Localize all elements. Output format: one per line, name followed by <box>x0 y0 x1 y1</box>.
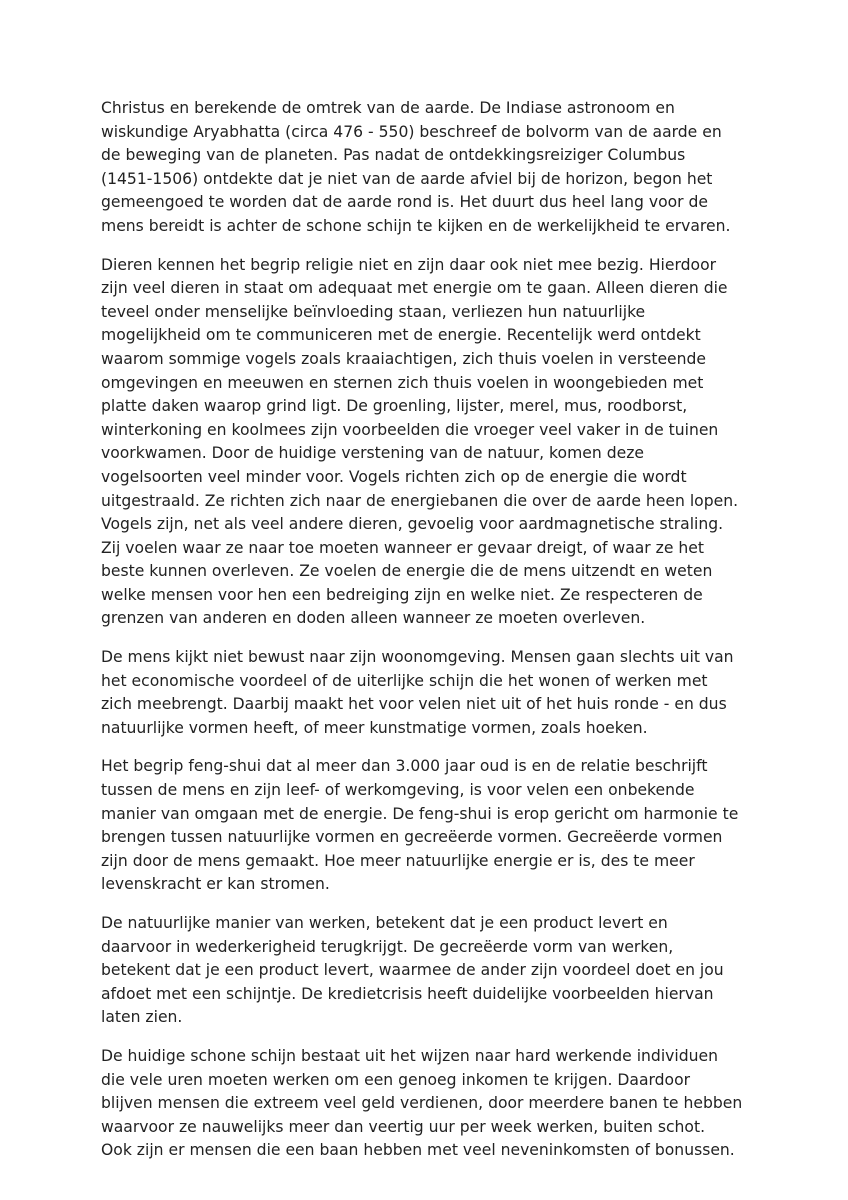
paragraph-woonomgeving: De mens kijkt niet bewust naar zijn woonomgeving. Mensen gaan slechts uit van het economische voordeel of de uiterlijke schijn die het wonen of werken met zich meebrengt. Daarbij maakt het voor velen niet uit of het huis ronde - en dus natuurlijke vormen heeft, of meer kunstmatige vormen, zoals hoeken. <box>101 648 734 737</box>
paragraph-aarde-rond: Christus en berekende de omtrek van de aarde. De Indiase astronoom en wiskundige Aryabhatta (circa 476 - 550) beschreef de bolvorm van de aarde en de beweging van de planeten. Pas nadat de ontdekkingsreiziger Columbus (1451-1506) ontdekte dat je niet van de aarde afviel bij de horizon, begon het gemeengoed te worden dat de aarde rond is. Het duurt dus heel lang voor de mens bereidt is achter de schone schijn te kijken en de werkelijkheid te ervaren. <box>101 99 731 235</box>
paragraph-manier-van-werken: De natuurlijke manier van werken, betekent dat je een product levert en daarvoor in wederkerigheid terugkrijgt. De gecreëerde vorm van werken, betekent dat je een product levert, waarmee de ander zijn voordeel doet en jou afdoet met een schijntje. De kredietcrisis heeft duidelijke voorbeelden hiervan laten zien. <box>101 914 724 1027</box>
paragraph-feng-shui: Het begrip feng-shui dat al meer dan 3.000 jaar oud is en de relatie beschrijft tussen de mens en zijn leef- of werkomgeving, is voor velen een onbekende manier van omgaan met de energie. De feng-shui is erop gericht om harmonie te brengen tussen natuurlijke vormen en gecreëerde vormen. Gecreëerde vormen zijn door de mens gemaakt. Hoe meer natuurlijke energie er is, des te meer levenskracht er kan stromen. <box>101 757 739 894</box>
document-page <box>101 97 751 1163</box>
paragraph-dieren-energie: Dieren kennen het begrip religie niet en zijn daar ook niet mee bezig. Hierdoor zijn veel dieren in staat om adequaat met energie om te gaan. Alleen dieren die teveel onder menselijke beïnvloeding staan, verliezen hun natuurlijke mogelijkheid om te communiceren met de energie. Recentelijk werd ontdekt waarom sommige vogels zoals kraaiachtigen, zich thuis voelen in versteende omgevingen en meeuwen en sternen zich thuis voelen in woongebieden met platte daken waarop grind ligt. De groenling, lijster, merel, mus, roodborst, winterkoning en koolmees zijn voorbeelden die vroeger veel vaker in de tuinen voorkwamen. Door de huidige verstening van de natuur, komen deze vogelsoorten veel minder voor. Vogels richten zich op de energie die wordt uitgestraald. Ze richten zich naar de energiebanen die over de aarde heen lopen. Vogels zijn, net als veel andere dieren, gevoelig voor aardmagnetische straling. Zij voelen waar ze naar toe moeten wanneer er gevaar dreigt, of waar ze het beste kunnen overleven. Ze voelen de energie die de mens uitzendt en weten welke mensen voor hen een bedreiging zijn en welke niet. Ze respecteren de grenzen van anderen en doden alleen wanneer ze moeten overleven. <box>101 255 739 628</box>
paragraph-schone-schijn: De huidige schone schijn bestaat uit het wijzen naar hard werkende individuen die vele uren moeten werken om een genoeg inkomen te krijgen. Daardoor blijven mensen die extreem veel geld verdienen, door meerdere banen te hebben waarvoor ze nauwelijks meer dan veertig uur per week werken, buiten schot. Ook zijn er mensen die een baan hebben met veel neveninkomsten of bonussen. <box>101 1046 743 1160</box>
